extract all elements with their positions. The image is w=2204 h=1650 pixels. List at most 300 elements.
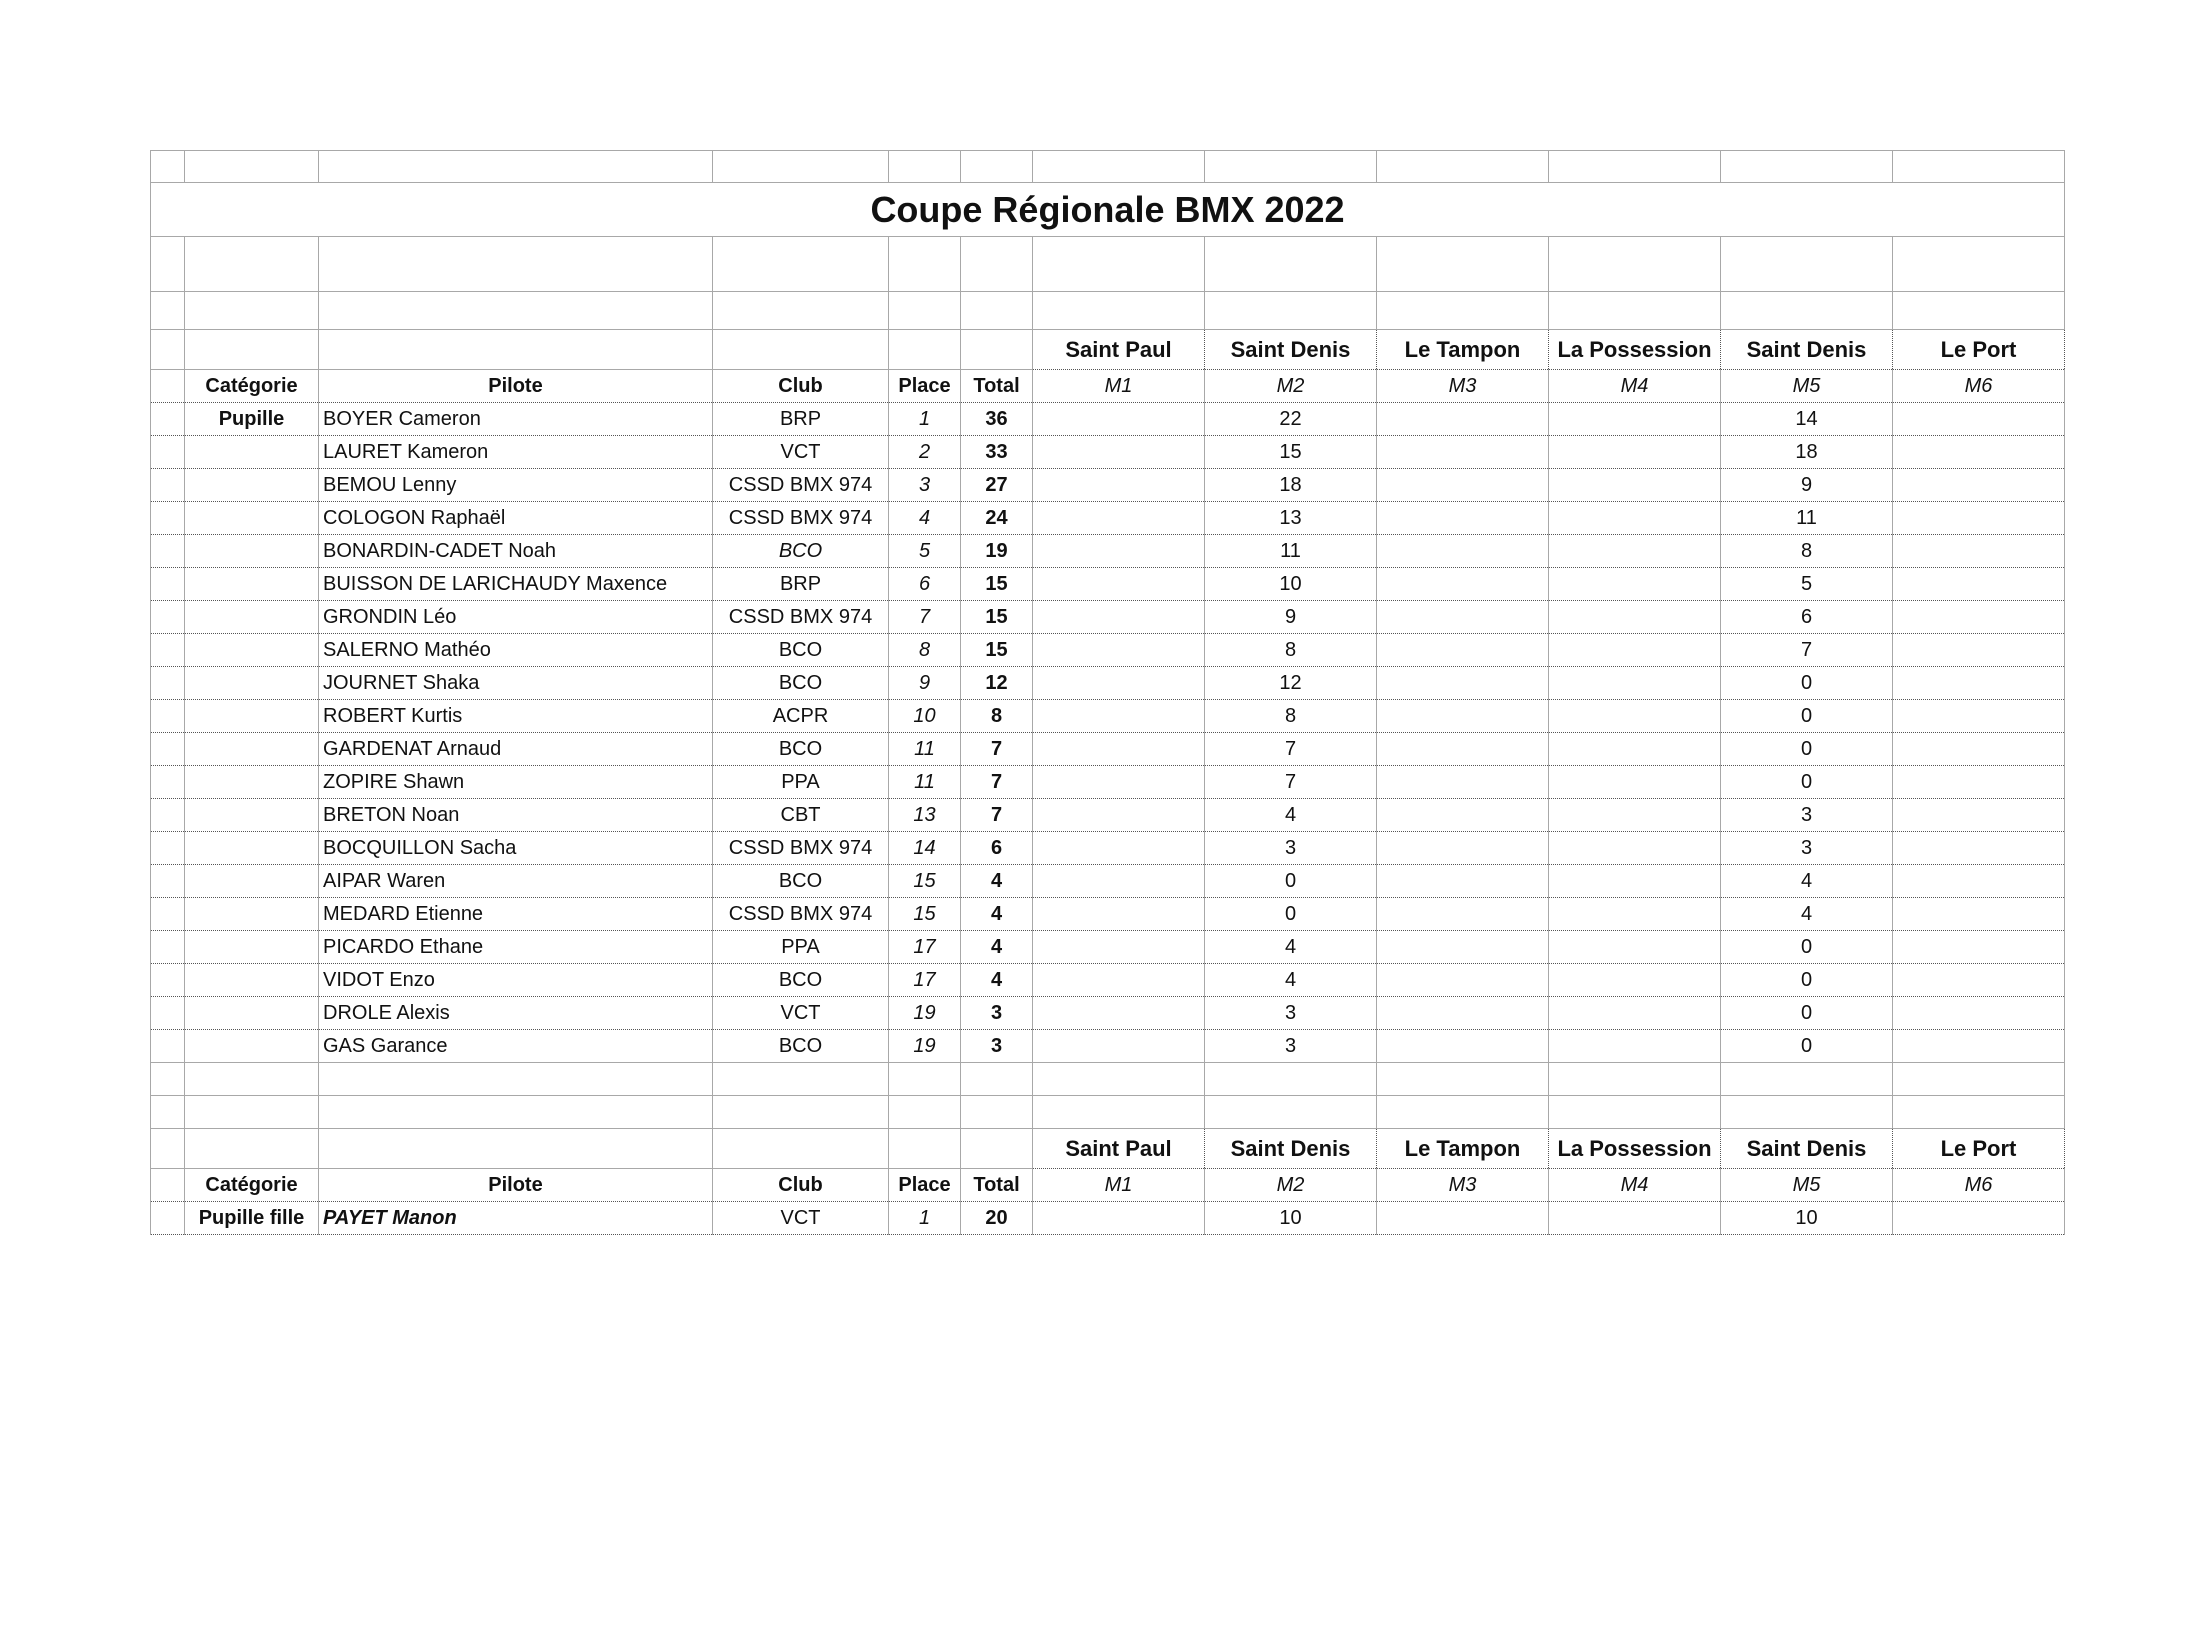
pilot-cell: GRONDIN Léo: [319, 601, 713, 634]
club-cell: BCO: [713, 535, 889, 568]
place-cell: 4: [889, 502, 961, 535]
place-cell: 17: [889, 931, 961, 964]
table-row: [151, 634, 2065, 667]
empty-cell: [151, 634, 185, 667]
points-m3-cell: [1377, 997, 1549, 1030]
empty-cell: [1549, 1096, 1721, 1129]
meet-header: M6: [1893, 1169, 2065, 1202]
empty-cell: [151, 898, 185, 931]
empty-cell: [185, 1096, 319, 1129]
total-cell: 8: [961, 700, 1033, 733]
empty-cell: [151, 1063, 185, 1096]
header-place: Place: [889, 1169, 961, 1202]
points-m6-cell: [1893, 733, 2065, 766]
points-m6-cell: [1893, 865, 2065, 898]
category-cell: [185, 502, 319, 535]
empty-cell: [151, 832, 185, 865]
points-m3-cell: [1377, 964, 1549, 997]
pilot-cell: MEDARD Etienne: [319, 898, 713, 931]
points-m6-cell: [1893, 997, 2065, 1030]
table-row: [151, 568, 2065, 601]
points-m4-cell: [1549, 733, 1721, 766]
table-row: [151, 700, 2065, 733]
place-cell: 10: [889, 700, 961, 733]
header-pilote: Pilote: [319, 1169, 713, 1202]
empty-row: [151, 1096, 2065, 1129]
points-m1-cell: [1033, 799, 1205, 832]
points-m4-cell: [1549, 502, 1721, 535]
points-m6-cell: [1893, 1202, 2065, 1235]
total-cell: 15: [961, 568, 1033, 601]
points-m5-cell: 8: [1721, 535, 1893, 568]
total-cell: 4: [961, 964, 1033, 997]
points-m2-cell: 11: [1205, 535, 1377, 568]
empty-cell: [151, 1096, 185, 1129]
header-categorie: Catégorie: [185, 1169, 319, 1202]
empty-cell: [151, 535, 185, 568]
points-m1-cell: [1033, 634, 1205, 667]
points-m6-cell: [1893, 403, 2065, 436]
venue-row: [151, 330, 2065, 370]
points-m1-cell: [1033, 535, 1205, 568]
total-cell: 3: [961, 1030, 1033, 1063]
points-m5-cell: 10: [1721, 1202, 1893, 1235]
empty-cell: [151, 601, 185, 634]
club-cell: CBT: [713, 799, 889, 832]
empty-cell: [1893, 1096, 2065, 1129]
header-categorie: Catégorie: [185, 370, 319, 403]
club-cell: BRP: [713, 568, 889, 601]
empty-row: [151, 151, 2065, 183]
place-cell: 11: [889, 766, 961, 799]
category-cell: [185, 931, 319, 964]
empty-cell: [1205, 1063, 1377, 1096]
table-row: [151, 832, 2065, 865]
total-cell: 6: [961, 832, 1033, 865]
category-cell: [185, 865, 319, 898]
points-m3-cell: [1377, 733, 1549, 766]
venue-header: La Possession: [1549, 330, 1721, 370]
table-row: [151, 667, 2065, 700]
empty-cell: [151, 997, 185, 1030]
empty-cell: [1377, 1096, 1549, 1129]
points-m2-cell: 4: [1205, 799, 1377, 832]
meet-header: M2: [1205, 1169, 1377, 1202]
empty-cell: [151, 733, 185, 766]
empty-cell: [1033, 1063, 1205, 1096]
venue-header: Le Port: [1893, 1129, 2065, 1169]
points-m2-cell: 18: [1205, 469, 1377, 502]
points-m1-cell: [1033, 931, 1205, 964]
points-m5-cell: 6: [1721, 601, 1893, 634]
header-pilote: Pilote: [319, 370, 713, 403]
club-cell: BRP: [713, 403, 889, 436]
total-cell: 4: [961, 865, 1033, 898]
empty-cell: [889, 1096, 961, 1129]
meet-header: M3: [1377, 1169, 1549, 1202]
points-m5-cell: 0: [1721, 1030, 1893, 1063]
empty-cell: [889, 330, 961, 370]
meet-header: M5: [1721, 370, 1893, 403]
header-place: Place: [889, 370, 961, 403]
points-m5-cell: 5: [1721, 568, 1893, 601]
empty-cell: [151, 1030, 185, 1063]
pilot-cell: BOYER Cameron: [319, 403, 713, 436]
points-m2-cell: 4: [1205, 964, 1377, 997]
points-m3-cell: [1377, 766, 1549, 799]
points-m5-cell: 3: [1721, 799, 1893, 832]
place-cell: 14: [889, 832, 961, 865]
points-m5-cell: 7: [1721, 634, 1893, 667]
points-m6-cell: [1893, 1030, 2065, 1063]
empty-cell: [889, 1063, 961, 1096]
venue-header: Saint Paul: [1033, 330, 1205, 370]
points-m5-cell: 0: [1721, 964, 1893, 997]
pilot-cell: SALERNO Mathéo: [319, 634, 713, 667]
pilot-cell: GARDENAT Arnaud: [319, 733, 713, 766]
points-m3-cell: [1377, 436, 1549, 469]
place-cell: 3: [889, 469, 961, 502]
empty-cell: [319, 1063, 713, 1096]
points-m2-cell: 8: [1205, 634, 1377, 667]
points-m6-cell: [1893, 535, 2065, 568]
empty-row: [151, 292, 2065, 330]
venue-row: [151, 1129, 2065, 1169]
pilot-cell: BOCQUILLON Sacha: [319, 832, 713, 865]
points-m1-cell: [1033, 502, 1205, 535]
points-m2-cell: 8: [1205, 700, 1377, 733]
table-row: [151, 865, 2065, 898]
points-m5-cell: 3: [1721, 832, 1893, 865]
points-m4-cell: [1549, 634, 1721, 667]
club-cell: CSSD BMX 974: [713, 898, 889, 931]
points-m4-cell: [1549, 700, 1721, 733]
venue-header: Saint Denis: [1721, 1129, 1893, 1169]
category-cell: [185, 700, 319, 733]
table-row: [151, 535, 2065, 568]
empty-cell: [151, 1129, 185, 1169]
table-row: [151, 766, 2065, 799]
points-m5-cell: 0: [1721, 700, 1893, 733]
points-m1-cell: [1033, 733, 1205, 766]
header-total: Total: [961, 1169, 1033, 1202]
points-m1-cell: [1033, 667, 1205, 700]
points-m2-cell: 7: [1205, 766, 1377, 799]
points-m2-cell: 10: [1205, 568, 1377, 601]
pilot-cell: DROLE Alexis: [319, 997, 713, 1030]
points-m1-cell: [1033, 436, 1205, 469]
club-cell: ACPR: [713, 700, 889, 733]
points-m5-cell: 4: [1721, 898, 1893, 931]
points-m1-cell: [1033, 898, 1205, 931]
category-cell: [185, 436, 319, 469]
empty-cell: [1721, 1096, 1893, 1129]
category-cell: [185, 997, 319, 1030]
place-cell: 5: [889, 535, 961, 568]
column-header-row: [151, 1169, 2065, 1202]
empty-cell: [713, 1129, 889, 1169]
club-cell: VCT: [713, 436, 889, 469]
empty-cell: [151, 799, 185, 832]
points-m3-cell: [1377, 568, 1549, 601]
points-m6-cell: [1893, 766, 2065, 799]
total-cell: 4: [961, 931, 1033, 964]
points-m4-cell: [1549, 931, 1721, 964]
points-m4-cell: [1549, 469, 1721, 502]
points-m2-cell: 10: [1205, 1202, 1377, 1235]
points-m1-cell: [1033, 1030, 1205, 1063]
empty-cell: [185, 1063, 319, 1096]
points-m4-cell: [1549, 1030, 1721, 1063]
category-cell: [185, 667, 319, 700]
points-m4-cell: [1549, 832, 1721, 865]
pilot-cell: COLOGON Raphaël: [319, 502, 713, 535]
total-cell: 15: [961, 634, 1033, 667]
venue-header: Saint Denis: [1205, 1129, 1377, 1169]
place-cell: 6: [889, 568, 961, 601]
pilot-cell: ROBERT Kurtis: [319, 700, 713, 733]
pilot-cell: ZOPIRE Shawn: [319, 766, 713, 799]
points-m3-cell: [1377, 403, 1549, 436]
venue-header: Le Port: [1893, 330, 2065, 370]
empty-cell: [151, 964, 185, 997]
category-cell: [185, 799, 319, 832]
points-m5-cell: 4: [1721, 865, 1893, 898]
column-header-row: [151, 370, 2065, 403]
meet-header: M3: [1377, 370, 1549, 403]
points-m3-cell: [1377, 469, 1549, 502]
meet-header: M2: [1205, 370, 1377, 403]
table-row: [151, 733, 2065, 766]
category-cell: [185, 469, 319, 502]
points-m2-cell: 3: [1205, 832, 1377, 865]
club-cell: CSSD BMX 974: [713, 601, 889, 634]
empty-cell: [961, 1129, 1033, 1169]
points-m5-cell: 9: [1721, 469, 1893, 502]
points-m4-cell: [1549, 865, 1721, 898]
points-m3-cell: [1377, 898, 1549, 931]
place-cell: 13: [889, 799, 961, 832]
points-m2-cell: 22: [1205, 403, 1377, 436]
points-m3-cell: [1377, 502, 1549, 535]
points-m4-cell: [1549, 964, 1721, 997]
club-cell: BCO: [713, 1030, 889, 1063]
empty-cell: [1721, 1063, 1893, 1096]
category-cell: [185, 1030, 319, 1063]
empty-cell: [319, 1096, 713, 1129]
points-m6-cell: [1893, 568, 2065, 601]
empty-cell: [151, 1169, 185, 1202]
empty-cell: [151, 700, 185, 733]
table-body: [151, 151, 2065, 1235]
empty-cell: [713, 1063, 889, 1096]
club-cell: CSSD BMX 974: [713, 469, 889, 502]
points-m3-cell: [1377, 799, 1549, 832]
pilot-cell: VIDOT Enzo: [319, 964, 713, 997]
points-m2-cell: 0: [1205, 865, 1377, 898]
total-cell: 15: [961, 601, 1033, 634]
points-m3-cell: [1377, 931, 1549, 964]
points-m3-cell: [1377, 832, 1549, 865]
points-m6-cell: [1893, 700, 2065, 733]
place-cell: 9: [889, 667, 961, 700]
spreadsheet-page: [150, 150, 2064, 1235]
club-cell: CSSD BMX 974: [713, 832, 889, 865]
place-cell: 2: [889, 436, 961, 469]
points-m5-cell: 11: [1721, 502, 1893, 535]
meet-header: M1: [1033, 370, 1205, 403]
venue-header: Saint Denis: [1205, 330, 1377, 370]
points-m1-cell: [1033, 997, 1205, 1030]
place-cell: 15: [889, 865, 961, 898]
points-m4-cell: [1549, 667, 1721, 700]
page-title: Coupe Régionale BMX 2022: [151, 183, 2065, 237]
total-cell: 36: [961, 403, 1033, 436]
empty-cell: [889, 1129, 961, 1169]
points-m5-cell: 0: [1721, 733, 1893, 766]
total-cell: 24: [961, 502, 1033, 535]
points-m6-cell: [1893, 502, 2065, 535]
place-cell: 8: [889, 634, 961, 667]
total-cell: 7: [961, 766, 1033, 799]
pilot-cell: AIPAR Waren: [319, 865, 713, 898]
category-cell: [185, 766, 319, 799]
club-cell: CSSD BMX 974: [713, 502, 889, 535]
table-row: [151, 997, 2065, 1030]
empty-cell: [1549, 1063, 1721, 1096]
points-m4-cell: [1549, 436, 1721, 469]
club-cell: BCO: [713, 865, 889, 898]
points-m6-cell: [1893, 469, 2065, 502]
empty-row: [151, 237, 2065, 292]
pilot-cell: BUISSON DE LARICHAUDY Maxence: [319, 568, 713, 601]
category-cell: [185, 601, 319, 634]
table-row: [151, 799, 2065, 832]
points-m1-cell: [1033, 1202, 1205, 1235]
pilot-cell: GAS Garance: [319, 1030, 713, 1063]
meet-header: M5: [1721, 1169, 1893, 1202]
points-m3-cell: [1377, 1030, 1549, 1063]
table-row: [151, 502, 2065, 535]
points-m4-cell: [1549, 568, 1721, 601]
points-m4-cell: [1549, 403, 1721, 436]
club-cell: VCT: [713, 1202, 889, 1235]
points-m2-cell: 0: [1205, 898, 1377, 931]
points-m3-cell: [1377, 667, 1549, 700]
empty-cell: [319, 330, 713, 370]
empty-cell: [1033, 1096, 1205, 1129]
total-cell: 33: [961, 436, 1033, 469]
points-m6-cell: [1893, 601, 2065, 634]
table-row: [151, 403, 2065, 436]
empty-cell: [151, 667, 185, 700]
place-cell: 7: [889, 601, 961, 634]
table-row: [151, 436, 2065, 469]
results-table: [150, 150, 2065, 1235]
points-m1-cell: [1033, 469, 1205, 502]
title-row: [151, 183, 2065, 237]
empty-cell: [151, 931, 185, 964]
category-cell: [185, 568, 319, 601]
points-m6-cell: [1893, 634, 2065, 667]
points-m2-cell: 7: [1205, 733, 1377, 766]
meet-header: M4: [1549, 370, 1721, 403]
total-cell: 19: [961, 535, 1033, 568]
points-m5-cell: 14: [1721, 403, 1893, 436]
empty-cell: [185, 330, 319, 370]
points-m2-cell: 13: [1205, 502, 1377, 535]
header-club: Club: [713, 1169, 889, 1202]
empty-cell: [319, 1129, 713, 1169]
points-m1-cell: [1033, 700, 1205, 733]
points-m1-cell: [1033, 766, 1205, 799]
points-m2-cell: 3: [1205, 997, 1377, 1030]
empty-cell: [151, 370, 185, 403]
points-m4-cell: [1549, 1202, 1721, 1235]
points-m4-cell: [1549, 766, 1721, 799]
table-row: [151, 931, 2065, 964]
empty-cell: [151, 766, 185, 799]
points-m5-cell: 0: [1721, 766, 1893, 799]
place-cell: 17: [889, 964, 961, 997]
points-m4-cell: [1549, 601, 1721, 634]
empty-cell: [713, 1096, 889, 1129]
venue-header: Le Tampon: [1377, 1129, 1549, 1169]
points-m1-cell: [1033, 865, 1205, 898]
points-m6-cell: [1893, 799, 2065, 832]
points-m1-cell: [1033, 832, 1205, 865]
meet-header: M6: [1893, 370, 2065, 403]
points-m1-cell: [1033, 568, 1205, 601]
points-m4-cell: [1549, 898, 1721, 931]
empty-cell: [151, 1202, 185, 1235]
club-cell: BCO: [713, 667, 889, 700]
points-m5-cell: 0: [1721, 667, 1893, 700]
points-m5-cell: 0: [1721, 931, 1893, 964]
club-cell: VCT: [713, 997, 889, 1030]
club-cell: BCO: [713, 733, 889, 766]
category-cell: Pupille: [185, 403, 319, 436]
place-cell: 1: [889, 1202, 961, 1235]
category-cell: Pupille fille: [185, 1202, 319, 1235]
total-cell: 3: [961, 997, 1033, 1030]
venue-header: Saint Denis: [1721, 330, 1893, 370]
empty-cell: [1893, 1063, 2065, 1096]
empty-cell: [151, 436, 185, 469]
empty-cell: [151, 330, 185, 370]
points-m3-cell: [1377, 601, 1549, 634]
points-m3-cell: [1377, 865, 1549, 898]
empty-cell: [1377, 1063, 1549, 1096]
points-m3-cell: [1377, 535, 1549, 568]
points-m2-cell: 15: [1205, 436, 1377, 469]
points-m3-cell: [1377, 700, 1549, 733]
total-cell: 4: [961, 898, 1033, 931]
place-cell: 15: [889, 898, 961, 931]
header-total: Total: [961, 370, 1033, 403]
points-m5-cell: 0: [1721, 997, 1893, 1030]
total-cell: 12: [961, 667, 1033, 700]
empty-cell: [713, 330, 889, 370]
pilot-cell: PAYET Manon: [319, 1202, 713, 1235]
points-m2-cell: 12: [1205, 667, 1377, 700]
total-cell: 27: [961, 469, 1033, 502]
table-row: [151, 469, 2065, 502]
empty-cell: [151, 469, 185, 502]
points-m1-cell: [1033, 403, 1205, 436]
meet-header: M1: [1033, 1169, 1205, 1202]
empty-cell: [1205, 1096, 1377, 1129]
